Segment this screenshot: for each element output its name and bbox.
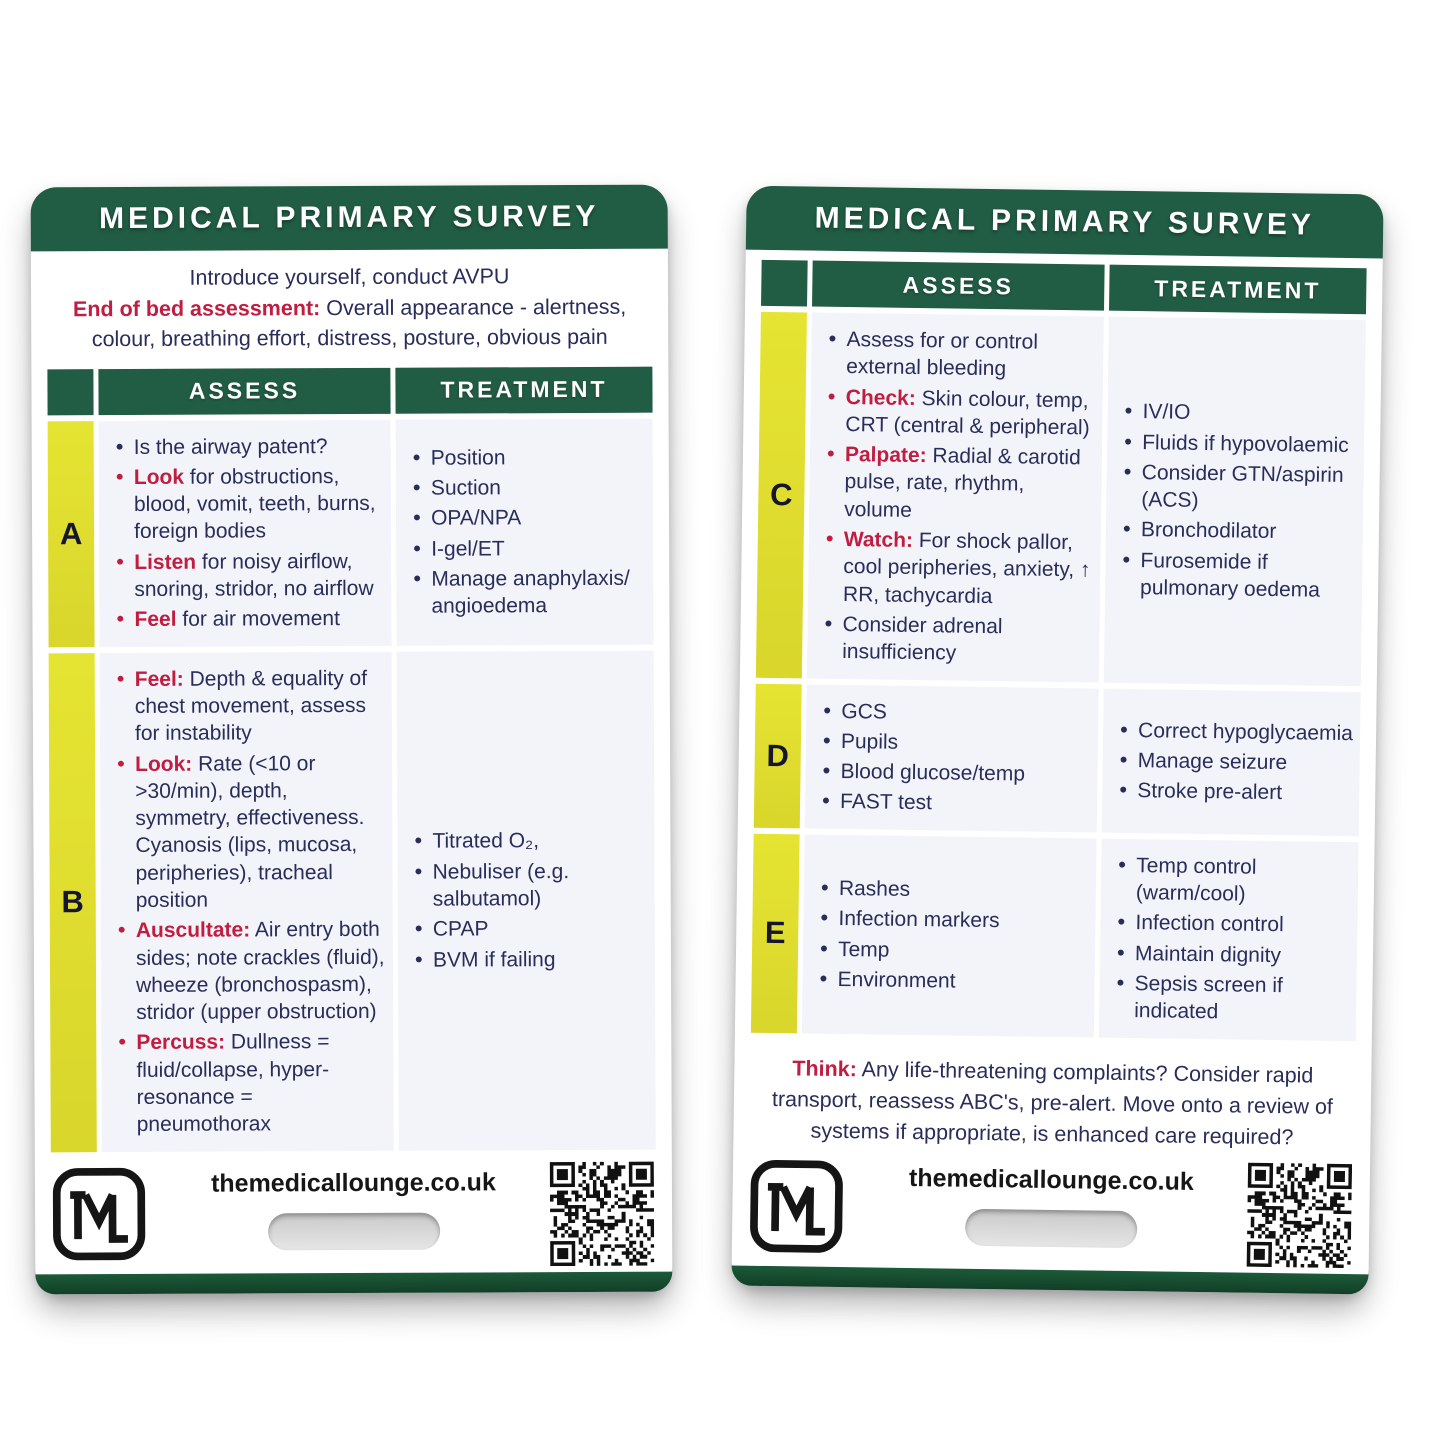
bullet-item: • Correct hypoglycaemia bbox=[1111, 716, 1354, 747]
bullet-item: • Position bbox=[404, 443, 647, 471]
row-letter-A: A bbox=[48, 421, 95, 647]
row-letter-B: B bbox=[49, 653, 97, 1152]
bullet-item: • Stroke pre-alert bbox=[1110, 777, 1353, 808]
bullet-item: • Furosemide if pulmonary oedema bbox=[1113, 546, 1357, 604]
bullet-item: • Check: Skin colour, temp, CRT (central & peripheral) bbox=[818, 383, 1097, 441]
assess-cell bbox=[802, 834, 1097, 1037]
treatment-header-cell bbox=[395, 366, 652, 413]
card-footer bbox=[35, 1155, 673, 1274]
bullet-item: • Temp control (warm/cool) bbox=[1109, 851, 1353, 909]
bullet-item: • Is the airway patent? bbox=[107, 432, 385, 461]
treatment-header: TREATMENT bbox=[440, 375, 608, 403]
bullet-item: • GCS bbox=[814, 697, 1092, 728]
bullet-item: • Nebuliser (e.g. salbutamol) bbox=[406, 857, 649, 913]
table-row-E bbox=[751, 834, 1359, 1041]
think-keyword: Think: bbox=[792, 1055, 858, 1081]
bullet-item: • IV/IO bbox=[1115, 398, 1358, 429]
bullet-item: • Feel: Depth & equality of chest movement, assess for instability bbox=[108, 664, 386, 747]
row-letter-C: C bbox=[756, 312, 807, 678]
table-body bbox=[751, 312, 1366, 1041]
table-header-row bbox=[761, 260, 1367, 314]
bullet-item: • CPAP bbox=[406, 915, 649, 943]
assess-header-cell bbox=[812, 261, 1105, 311]
corner-cell bbox=[761, 260, 808, 307]
card-front-ab bbox=[31, 185, 673, 1294]
badge-slot-punch bbox=[964, 1209, 1136, 1248]
intro-rest: Overall appearance - alertness, colour, breathing effort, distress, posture, obvious pain bbox=[91, 294, 627, 352]
bullet-item: • Consider adrenal insufficiency bbox=[815, 611, 1094, 669]
card-title: MEDICAL PRIMARY SURVEY bbox=[98, 199, 600, 236]
bullet-item: • Listen for noisy airflow, snoring, stridor, no airflow bbox=[107, 548, 385, 604]
bullet-item: • Infection control bbox=[1108, 909, 1351, 940]
think-note bbox=[733, 1038, 1371, 1158]
website-text: themedicallounge.co.uk bbox=[210, 1168, 496, 1198]
card-header-band bbox=[31, 185, 668, 252]
assess-header: ASSESS bbox=[902, 271, 1015, 299]
survey-table bbox=[31, 362, 671, 1158]
bullet-item: • Look for obstructions, blood, vomit, teeth, burns, foreign bodies bbox=[107, 463, 385, 546]
table-header-row bbox=[47, 366, 652, 415]
table-row-A bbox=[48, 418, 654, 647]
bullet-item: • I-gel/ET bbox=[404, 534, 647, 562]
assess-header: ASSESS bbox=[188, 377, 301, 404]
card-title: MEDICAL PRIMARY SURVEY bbox=[814, 201, 1316, 242]
bullet-item: • Manage anaphylaxis/ angioedema bbox=[404, 565, 647, 621]
intro-line2 bbox=[53, 291, 646, 355]
treatment-cell bbox=[396, 418, 654, 645]
bullet-item: • Sepsis screen if indicated bbox=[1107, 970, 1351, 1028]
bullet-item: • Feel for air movement bbox=[107, 605, 385, 634]
treatment-header-cell bbox=[1109, 265, 1367, 315]
assess-cell bbox=[805, 684, 1099, 832]
treatment-cell bbox=[397, 650, 656, 1150]
treatment-cell bbox=[1102, 688, 1361, 836]
bullet-item: • Titrated O₂, bbox=[405, 827, 648, 855]
bullet-item: • Watch: For shock pallor, cool peripheries, anxiety, ↑ RR, tachycardia bbox=[816, 526, 1095, 612]
bullet-item: • Fluids if hypovolaemic bbox=[1115, 428, 1358, 459]
bullet-item: • Assess for or control external bleeding bbox=[819, 326, 1098, 384]
assess-cell bbox=[807, 313, 1104, 683]
survey-table bbox=[735, 250, 1383, 1047]
intro-text bbox=[31, 249, 668, 365]
think-text: Any life-threatening complaints? Consider rapid transport, reassess ABC's, pre-alert. Move onto a review of systems if appropriate, is enhanced care required? bbox=[771, 1056, 1334, 1150]
assess-cell bbox=[99, 419, 392, 646]
table-row-D bbox=[754, 683, 1361, 836]
bullet-item: • BVM if failing bbox=[406, 945, 649, 973]
bullet-item: • Pupils bbox=[814, 727, 1092, 758]
badge-slot-punch bbox=[268, 1212, 440, 1250]
intro-line1: Introduce yourself, conduct AVPU bbox=[189, 264, 510, 290]
bullet-item: • FAST test bbox=[813, 788, 1091, 819]
treatment-cell bbox=[1104, 317, 1366, 686]
table-body bbox=[48, 418, 656, 1152]
bullet-item: • Temp bbox=[811, 935, 1089, 966]
bullet-item: • Infection markers bbox=[811, 905, 1089, 936]
bullet-item: • Suction bbox=[404, 474, 647, 502]
bullet-item: • Consider GTN/aspirin (ACS) bbox=[1114, 459, 1358, 517]
intro-keyword: End of bed assessment: bbox=[72, 295, 321, 321]
card-header-band bbox=[746, 186, 1384, 259]
card-bottom-edge bbox=[35, 1271, 672, 1294]
assess-cell bbox=[100, 651, 394, 1151]
table-row-B bbox=[49, 650, 656, 1152]
website-text: themedicallounge.co.uk bbox=[908, 1164, 1194, 1196]
qr-code-icon bbox=[1247, 1163, 1352, 1268]
bullet-item: • Manage seizure bbox=[1111, 747, 1354, 778]
bullet-item: • Blood glucose/temp bbox=[813, 758, 1091, 789]
bullet-item: • Bronchodilator bbox=[1114, 516, 1357, 547]
bullet-item: • Look: Rate (<10 or >30/min), depth, symmetry, effectiveness. Cyanosis (lips, mucosa, peripheries), tracheal position bbox=[108, 749, 387, 914]
bullet-item: • Percuss: Dullness = fluid/collapse, hyper-resonance = pneumothorax bbox=[109, 1028, 387, 1138]
assess-header-cell bbox=[98, 367, 390, 414]
row-letter-D: D bbox=[754, 683, 802, 828]
row-letter-E: E bbox=[751, 834, 800, 1033]
bullet-item: • Rashes bbox=[812, 875, 1090, 906]
bullet-item: • Environment bbox=[810, 966, 1088, 997]
treatment-header: TREATMENT bbox=[1154, 274, 1322, 304]
bullet-item: • Maintain dignity bbox=[1108, 939, 1351, 970]
card-footer bbox=[732, 1150, 1371, 1275]
bullet-item: • OPA/NPA bbox=[404, 504, 647, 532]
table-row-C bbox=[756, 312, 1366, 686]
corner-cell bbox=[47, 369, 93, 415]
bullet-item: • Auscultate: Air entry both sides; note crackles (fluid), wheeze (bronchospasm), stridor (upper obstruction) bbox=[109, 916, 387, 1026]
qr-code-icon bbox=[550, 1161, 654, 1265]
treatment-cell bbox=[1099, 838, 1359, 1040]
card-back-cde bbox=[731, 186, 1383, 1295]
bullet-item: • Palpate: Radial & carotid pulse, rate, rhythm, volume bbox=[817, 441, 1096, 527]
